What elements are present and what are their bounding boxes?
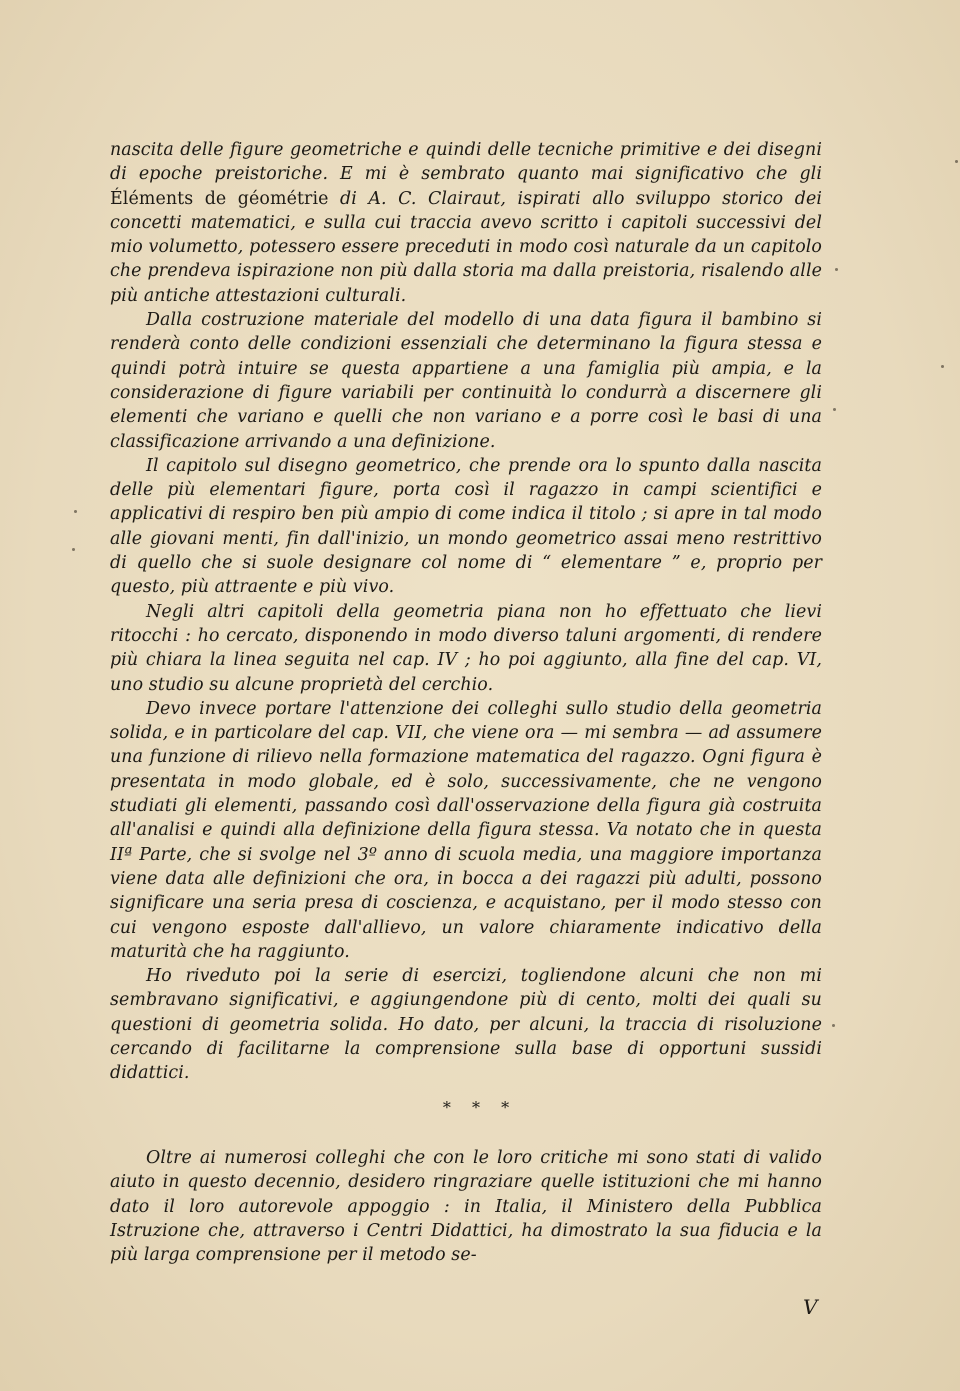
closing-paragraph: Oltre ai numerosi colleghi che con le loro critiche mi sono stati di valido aiuto in questo decennio, desidero ringraziare quelle istituzioni che mi hanno dato il loro autorevole appoggio : in Italia, il Ministero della Pubblica Istruzione che, attraverso i Centri Didattici, ha dimostrato la sua fiducia e la più larga comprensione per il metodo se- <box>110 1148 822 1266</box>
preface-body <box>110 138 822 1086</box>
paragraph-5: Devo invece portare l'attenzione dei colleghi sullo studio della geometria solida, e in particolare del cap. VII, che viene ora — mi sembra — ad assumere una funzione di rilievo nella formazione matematica del ragazzo. Ogni figura è presentata in modo globale, ed è solo, successivamente, che ne vengono studiati gli elementi, passando così dall'osservazione della figura già costruita all'analisi e quindi alla definizione della figura stessa. Va notato che in questa IIª Parte, che si svolge nel 3º anno di scuola media, una maggiore importanza viene data alle definizioni che ora, in bocca a dei ragazzi più adulti, possono significare una seria presa di coscienza, e acquistano, per il modo stesso con cui vengono esposte dall'allievo, un valore chiaramente indicativo della maturità che ha raggiunto. <box>110 698 822 962</box>
paragraph-4: Negli altri capitoli della geometria piana non ho effettuato che lievi ritocchi : ho cercato, disponendo in modo diverso taluni argomenti, di rendere più chiara la linea seguita nel cap. IV ; ho poi aggiunto, alla fine del cap. VI, uno studio su alcune proprietà del cerchio. <box>110 601 822 695</box>
paper-speck <box>72 548 75 551</box>
paragraph-1-part-a: nascita delle figure geometriche e quindi delle tecniche primitive e dei disegni di epoche preistoriche. E mi è sembrato quanto mai significativo che gli <box>110 140 822 185</box>
paper-speck <box>74 510 77 513</box>
paragraph-6: Ho riveduto poi la serie di esercizi, togliendone alcuni che non mi sembravano significativi, e aggiungendone più di cento, molti dei quali su questioni di geometria solida. Ho dato, per alcuni, la traccia di risoluzione cercando di facilitarne la comprensione sulla base di opportuni sussidi didattici. <box>110 966 822 1084</box>
paragraph-3: Il capitolo sul disegno geometrico, che prende ora lo spunto dalla nascita delle più elementari figure, porta così il ragazzo in campi scientifici e applicativi di respiro ben più ampio di come indica il titolo ; si apre in tal modo alle giovani menti, fin dall'inizio, un mondo geometrico assai meno restrittivo di quello che si suole designare col nome di “ elementare ” e, proprio per questo, più attraente e più vivo. <box>110 455 822 598</box>
paper-speck <box>833 408 836 411</box>
paper-speck <box>835 268 838 271</box>
section-separator: * * * <box>442 1098 518 1117</box>
page-number: V <box>803 1295 818 1319</box>
paragraph-1-part-c: di A. C. Clairaut, ispirati allo sviluppo storico dei concetti matematici, e sulla cui traccia avevo scritto i capitoli successivi del mio volumetto, potessero essere preceduti in modo così naturale da un capitolo che prendeva ispirazione non più dalla storia ma dalla preistoria, risalendo alle più antiche attestazioni culturali. <box>110 188 823 306</box>
paragraph-2: Dalla costruzione materiale del modello di una data figura il bambino si renderà conto delle condizioni essenziali che determinano la figura stessa e quindi potrà intuire se questa appartiene a una famiglia più ampia, e la considerazione di figure variabili per continuità lo condurrà a discernere gli elementi che variano e quelli che non variano e a porre così le basi di una classificazione arrivando a una definizione. <box>110 310 822 452</box>
paper-speck <box>955 160 958 163</box>
paper-speck <box>941 365 944 368</box>
book-title-elements: Éléments de géométrie <box>110 188 329 209</box>
paragraph-1 <box>110 138 822 308</box>
paper-speck <box>832 1024 835 1027</box>
closing-section <box>110 1146 822 1267</box>
